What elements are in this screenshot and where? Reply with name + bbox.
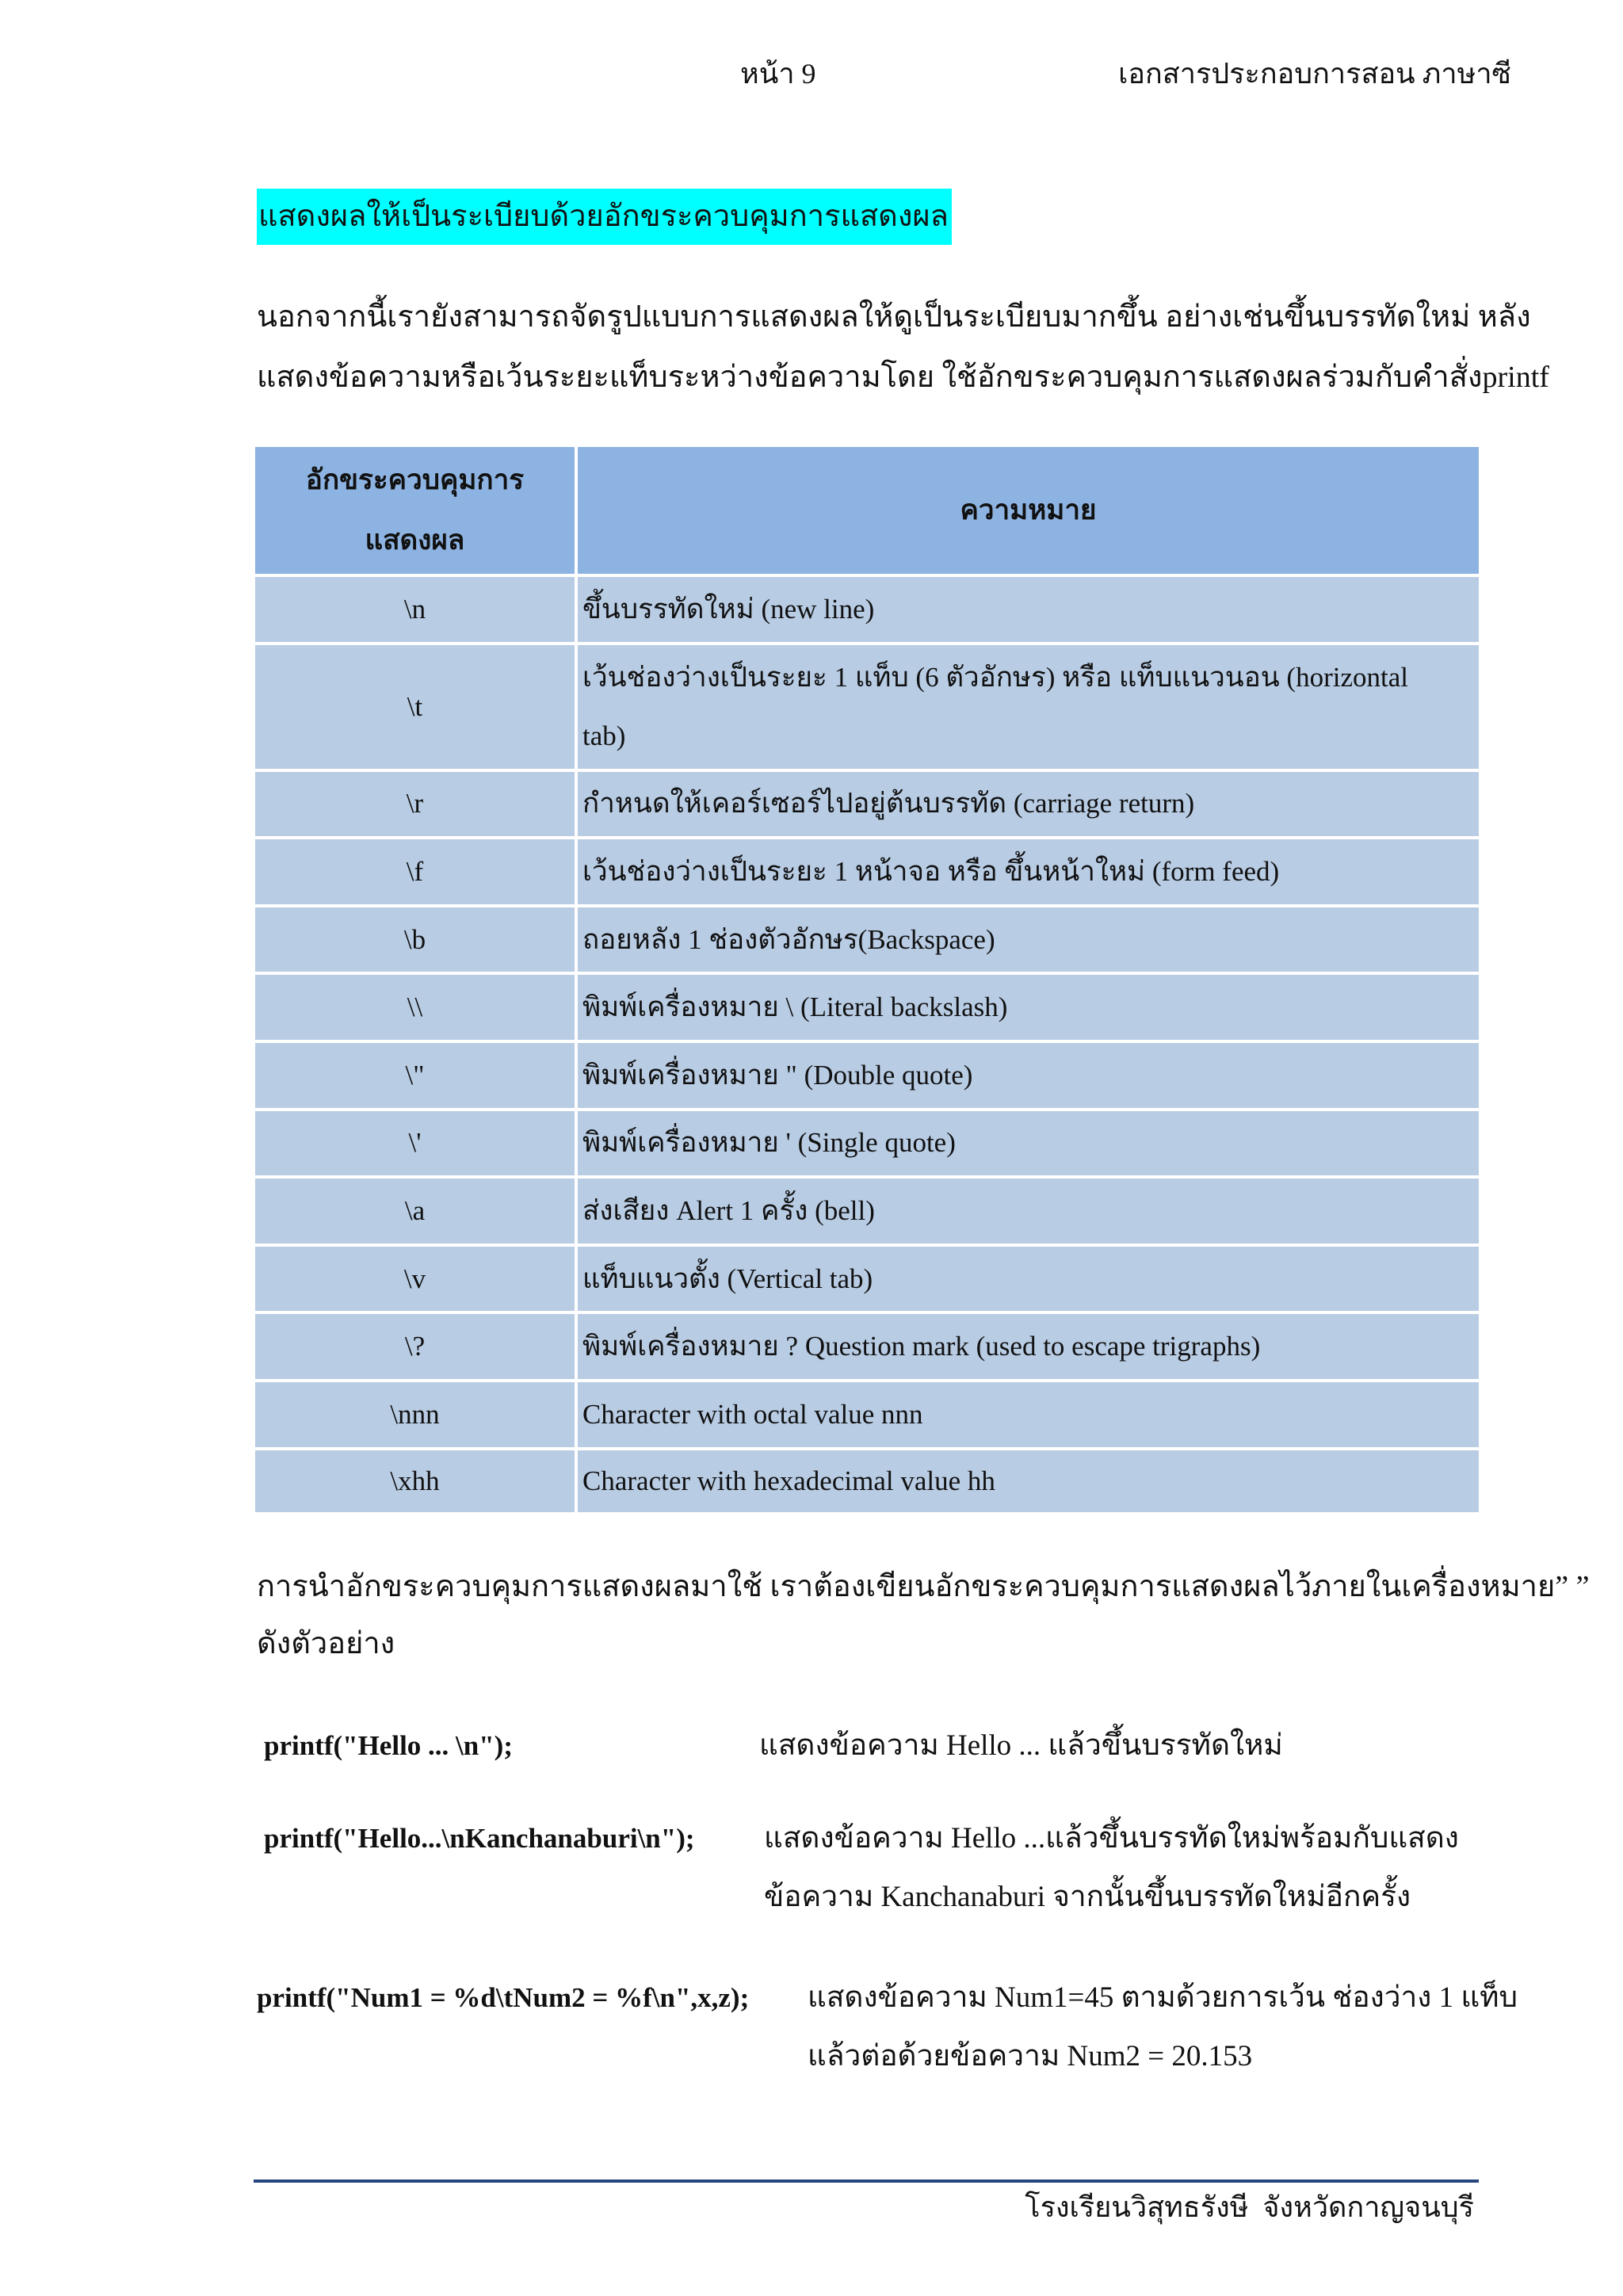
example-code: printf("Hello ... \n"); (264, 1730, 513, 1761)
table-cell-escape: \' (255, 1111, 575, 1176)
table-cell-meaning: กำหนดให้เคอร์เซอร์ไปอยู่ต้นบรรทัด (carriage return) (578, 772, 1479, 837)
table-cell-meaning: เว้นช่องว่างเป็นระยะ 1 หน้าจอ หรือ ขึ้นหน้าใหม่ (form feed) (578, 839, 1479, 904)
intro-line: แสดงข้อความหรือเว้นระยะแท็บระหว่างข้อความโดย ใช้อักขระควบคุมการแสดงผลร่วมกับคำสั่งprintf (257, 361, 1549, 394)
table-cell-meaning: Character with octal value nnn (578, 1382, 1479, 1447)
table-cell-escape: \" (255, 1043, 575, 1108)
escape-sequence-table (255, 447, 1479, 1512)
table-cell-escape: \n (255, 577, 575, 642)
intro-line: นอกจากนี้เรายังสามารถจัดรูปแบบการแสดงผลให้ดูเป็นระเบียบมากขึ้น อย่างเช่นขึ้นบรรทัดใหม่ หลัง (257, 300, 1531, 334)
table-cell-meaning (578, 645, 1479, 769)
table-cell-escape: \b (255, 907, 575, 972)
footer-school: โรงเรียนวิสุทธรังษี จังหวัดกาญจนบุรี (1025, 2191, 1474, 2223)
example-description-line: ข้อความ Kanchanaburi จากนั้นขึ้นบรรทัดใหม่อีกครั้ง (764, 1881, 1411, 1913)
table-cell-escape: \? (255, 1314, 575, 1379)
table-header-escape-line: อักขระควบคุมการ (305, 464, 525, 495)
example-description (808, 1969, 1518, 2086)
table-cell-meaning-line: tab) (582, 720, 626, 751)
table-cell-meaning: ถอยหลัง 1 ช่องตัวอักษร(Backspace) (578, 907, 1479, 972)
table-header-escape (255, 447, 575, 574)
table-cell-meaning: พิมพ์เครื่องหมาย " (Double quote) (578, 1043, 1479, 1108)
table-cell-escape: \t (255, 645, 575, 769)
table-cell-escape: \a (255, 1179, 575, 1244)
table-cell-meaning: พิมพ์เครื่องหมาย ' (Single quote) (578, 1111, 1479, 1176)
table-cell-meaning: ขึ้นบรรทัดใหม่ (new line) (578, 577, 1479, 642)
example-description-line: แล้วต่อด้วยข้อความ Num2 = 20.153 (808, 2040, 1253, 2073)
table-cell-meaning: พิมพ์เครื่องหมาย \ (Literal backslash) (578, 975, 1479, 1040)
table-cell-escape: \nnn (255, 1382, 575, 1447)
table-header-meaning: ความหมาย (578, 447, 1479, 574)
example-description-line: แสดงข้อความ Hello ...แล้วขึ้นบรรทัดใหม่พร้อมกับแสดง (764, 1822, 1459, 1855)
usage-paragraph (257, 1558, 1589, 1672)
table-cell-meaning: แท็บแนวตั้ง (Vertical tab) (578, 1247, 1479, 1312)
section-heading: แสดงผลให้เป็นระเบียบด้วยอักขระควบคุมการแสดงผล (257, 189, 952, 245)
table-cell-escape: \f (255, 839, 575, 904)
usage-line: การนำอักขระควบคุมการแสดงผลมาใช้ เราต้องเขียนอักขระควบคุมการแสดงผลไว้ภายในเครื่องหมาย” ” (257, 1570, 1590, 1603)
table-cell-escape: \r (255, 772, 575, 837)
usage-line: ดังตัวอย่าง (257, 1627, 395, 1660)
table-cell-meaning: ส่งเสียง Alert 1 ครั้ง (bell) (578, 1179, 1479, 1244)
table-cell-meaning-line: เว้นช่องว่างเป็นระยะ 1 แท็บ (6 ตัวอักษร) หรือ แท็บแนวนอน (horizontal (582, 661, 1408, 693)
document-title: เอกสารประกอบการสอน ภาษาซี (1118, 58, 1511, 90)
table-header-escape-line: แสดงผล (365, 525, 465, 556)
example-description (759, 1717, 1283, 1775)
intro-paragraph (257, 287, 1549, 407)
example-description (764, 1809, 1459, 1927)
example-code: printf("Hello...\nKanchanaburi\n"); (264, 1823, 695, 1854)
table-cell-escape: \v (255, 1247, 575, 1312)
page-number: หน้า 9 (740, 58, 816, 90)
table-cell-escape: \xhh (255, 1450, 575, 1512)
footer-rule (254, 2179, 1479, 2183)
example-description-line: แสดงข้อความ Num1=45 ตามด้วยการเว้น ช่องว่าง 1 แท็บ (808, 1981, 1518, 2014)
table-cell-meaning: Character with hexadecimal value hh (578, 1450, 1479, 1512)
example-code: printf("Num1 = %d\tNum2 = %f\n",x,z); (257, 1982, 750, 2013)
table-cell-meaning: พิมพ์เครื่องหมาย ? Question mark (used to escape trigraphs) (578, 1314, 1479, 1379)
table-cell-escape: \\ (255, 975, 575, 1040)
example-description-line: แสดงข้อความ Hello ... แล้วขึ้นบรรทัดใหม่ (759, 1729, 1283, 1762)
